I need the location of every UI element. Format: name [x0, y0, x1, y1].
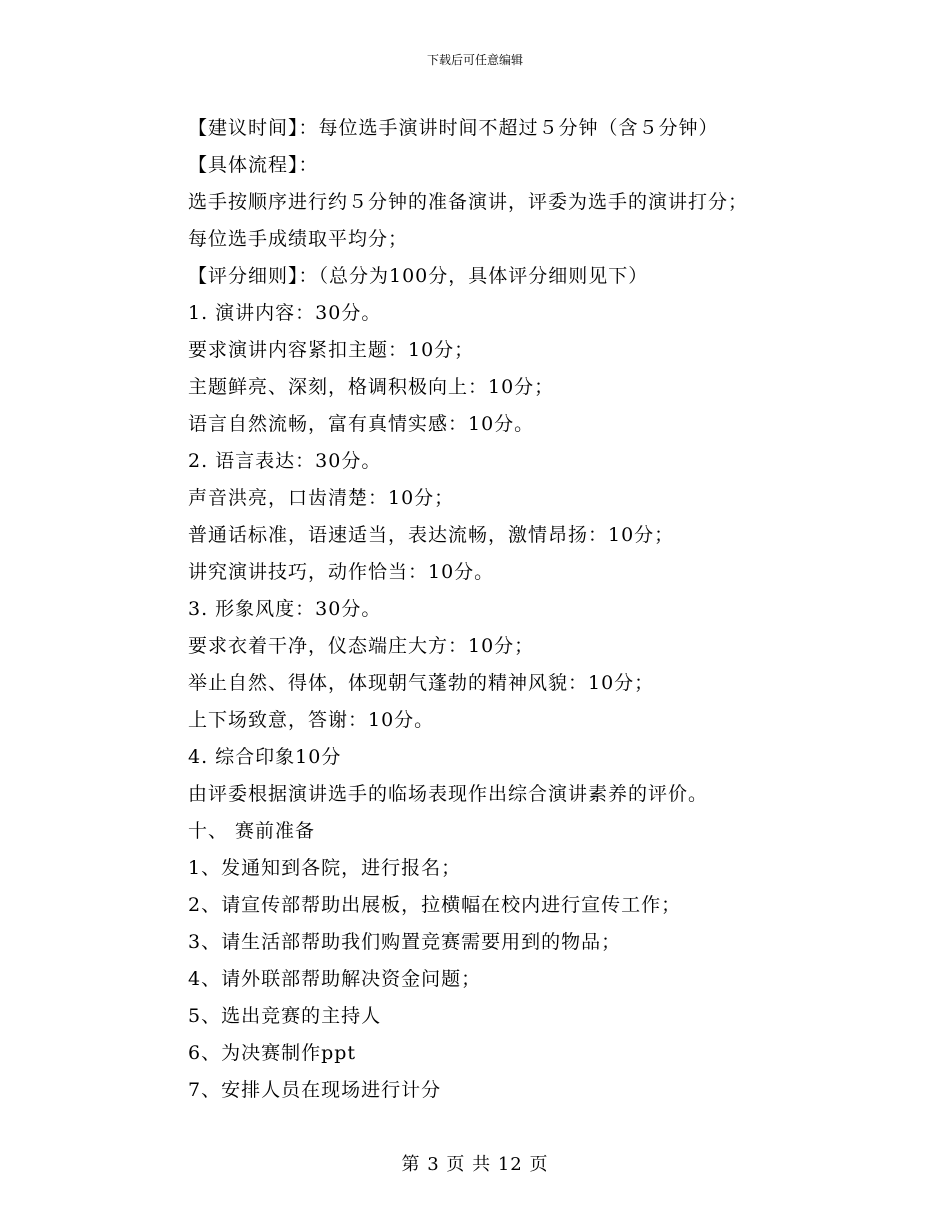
text-line: 1. 演讲内容：30分。 [188, 302, 382, 324]
text-line: 4. 综合印象10分 [188, 746, 342, 768]
document-body [188, 110, 828, 1109]
text-line: 每位选手成绩取平均分； [188, 228, 409, 250]
text-line: 5、选出竞赛的主持人 [188, 1005, 382, 1027]
text-line: 语言自然流畅，富有真情实感：10分。 [188, 413, 535, 435]
text-line: 4、请外联部帮助解决资金问题； [188, 968, 482, 990]
text-line: 6、为决赛制作ppt [188, 1042, 357, 1064]
page-number-footer: 第 3 页 共 12 页 [401, 1154, 549, 1175]
page-header: 下载后可任意编辑 [426, 53, 523, 67]
text-line: 上下场致意，答谢：10分。 [188, 709, 435, 731]
text-line: 举止自然、得体，体现朝气蓬勃的精神风貌：10分； [188, 672, 655, 694]
text-line: 【具体流程】： [188, 154, 319, 176]
text-line: 1、发通知到各院，进行报名； [188, 857, 462, 879]
text-line: 3、请生活部帮助我们购置竞赛需要用到的物品； [188, 931, 622, 953]
text-line: 要求衣着干净，仪态端庄大方：10分； [188, 635, 535, 657]
text-line: 十、 赛前准备 [188, 820, 316, 842]
text-line: 2. 语言表达：30分。 [188, 450, 382, 472]
text-line: 选手按顺序进行约５分钟的准备演讲，评委为选手的演讲打分； [188, 191, 749, 213]
text-line: 声音洪亮，口齿清楚：10分； [188, 487, 455, 509]
text-line: 普通话标准，语速适当，表达流畅，激情昂扬：10分； [188, 524, 675, 546]
text-line: 讲究演讲技巧，动作恰当：10分。 [188, 561, 495, 583]
text-line: 要求演讲内容紧扣主题：10分； [188, 339, 475, 361]
text-line: 【评分细则】：（总分为100分，具体评分细则见下） [188, 265, 649, 287]
text-line: 【建议时间】：每位选手演讲时间不超过５分钟（含５分钟） [188, 117, 719, 139]
text-line: 2、请宣传部帮助出展板，拉横幅在校内进行宣传工作； [188, 894, 682, 916]
text-line: 由评委根据演讲选手的临场表现作出综合演讲素养的评价。 [188, 783, 709, 805]
text-line: 3. 形象风度：30分。 [188, 598, 382, 620]
text-line: 主题鲜亮、深刻，格调积极向上：10分； [188, 376, 555, 398]
text-line: 7、安排人员在现场进行计分 [188, 1079, 442, 1101]
